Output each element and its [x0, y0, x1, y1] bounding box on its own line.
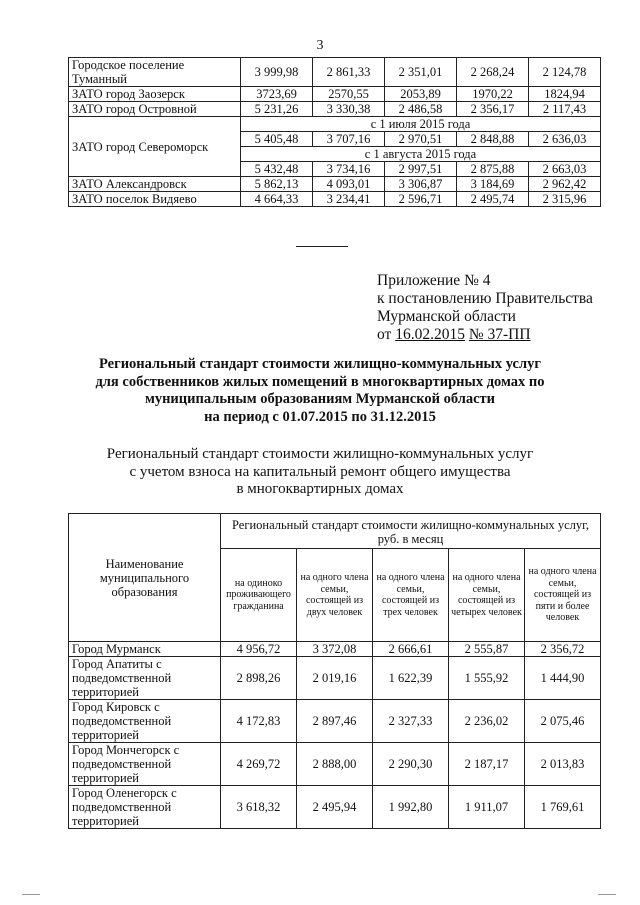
- page-number: 3: [316, 38, 324, 53]
- appendix-line: Мурманской области: [377, 308, 516, 325]
- cell-value: 2 596,71: [385, 192, 457, 207]
- cell-value: 2 351,01: [385, 58, 457, 87]
- cell-value: 1 911,07: [449, 786, 525, 829]
- cell-value: 2 875,88: [457, 162, 529, 177]
- cell-value: 1 444,90: [525, 657, 601, 700]
- name-column-header: Наименование муниципального образования: [69, 514, 221, 642]
- table-header-row: [69, 514, 601, 549]
- appendix-line: к постановлению Правительства: [377, 290, 593, 307]
- table-row: [69, 743, 601, 786]
- appendix-line: Приложение № 4: [377, 272, 491, 289]
- cell-value: 2 495,94: [297, 786, 373, 829]
- cell-value: 2 013,83: [525, 743, 601, 786]
- cell-value: 2 897,46: [297, 700, 373, 743]
- period-label: с 1 июля 2015 года: [241, 117, 601, 132]
- cell-value: 2 495,74: [457, 192, 529, 207]
- table-row: [69, 657, 601, 700]
- cell-value: 4 093,01: [313, 177, 385, 192]
- cell-value: 2 663,03: [529, 162, 601, 177]
- cell-value: 2 187,17: [449, 743, 525, 786]
- document-title: [70, 356, 570, 426]
- appendix-from: от: [377, 326, 392, 343]
- table-row: [69, 786, 601, 829]
- cell-value: 3 734,16: [313, 162, 385, 177]
- row-name: ЗАТО город Островной: [69, 102, 241, 117]
- cell-value: 2 356,72: [525, 642, 601, 657]
- cell-value: 2 888,00: [297, 743, 373, 786]
- table-row: [69, 642, 601, 657]
- cell-value: 4 956,72: [221, 642, 297, 657]
- separator-line: [296, 246, 348, 247]
- cell-value: 2 970,51: [385, 132, 457, 147]
- column-header-single: на одиноко проживающего гражданина: [221, 549, 297, 642]
- cell-value: 3 234,41: [313, 192, 385, 207]
- row-name: ЗАТО город Североморск: [69, 117, 241, 177]
- cell-value: 3 306,87: [385, 177, 457, 192]
- regional-standard-table: [68, 513, 601, 829]
- cell-value: 4 664,33: [241, 192, 313, 207]
- column-header-two: на одного члена семьи, состоящей из двух человек: [297, 549, 373, 642]
- cell-value: 2 315,96: [529, 192, 601, 207]
- cell-value: 3 618,32: [221, 786, 297, 829]
- cell-value: 2 555,87: [449, 642, 525, 657]
- cell-value: 1 555,92: [449, 657, 525, 700]
- cell-value: 4 172,83: [221, 700, 297, 743]
- cell-value: 5 862,13: [241, 177, 313, 192]
- row-name: ЗАТО поселок Видяево: [69, 192, 241, 207]
- cell-value: 2 962,42: [529, 177, 601, 192]
- title-line: на период с 01.07.2015 по 31.12.2015: [204, 408, 436, 425]
- cell-value: 3 184,69: [457, 177, 529, 192]
- subtitle-line: с учетом взноса на капитальный ремонт общего имущества: [129, 463, 511, 480]
- cell-value: 3 999,98: [241, 58, 313, 87]
- subtitle-line: в многоквартирных домах: [236, 481, 404, 497]
- cell-value: 2 290,30: [373, 743, 449, 786]
- cell-value: 3 707,16: [313, 132, 385, 147]
- row-name: Город Кировск с подведомственной территорией: [69, 700, 221, 743]
- row-name: ЗАТО Александровск: [69, 177, 241, 192]
- cell-value: 2 356,17: [457, 102, 529, 117]
- row-name: Город Оленегорск с подведомственной территорией: [69, 786, 221, 829]
- cell-value: 2 327,33: [373, 700, 449, 743]
- table-row: [69, 177, 601, 192]
- column-header-four: на одного члена семьи, состоящей из четырех человек: [449, 549, 525, 642]
- resolution-number: № 37-ПП: [468, 326, 531, 343]
- table-row: [69, 58, 601, 87]
- cell-value: 2 636,03: [529, 132, 601, 147]
- cell-value: 2 236,02: [449, 700, 525, 743]
- column-header-three: на одного члена семьи, состоящей из трех человек: [373, 549, 449, 642]
- row-name: Город Мончегорск с подведомственной территорией: [69, 743, 221, 786]
- table-row: [69, 700, 601, 743]
- cell-value: 1 992,80: [373, 786, 449, 829]
- scan-mark: [598, 894, 616, 895]
- title-line: для собственников жилых помещений в многоквартирных домах по: [95, 373, 545, 390]
- cell-value: 1970,22: [457, 87, 529, 102]
- cell-value: 3 330,38: [313, 102, 385, 117]
- municipal-cost-table-continued: [68, 57, 601, 207]
- row-name: ЗАТО город Заозерск: [69, 87, 241, 102]
- cell-value: 2 075,46: [525, 700, 601, 743]
- table-row: [69, 102, 601, 117]
- cell-value: 5 231,26: [241, 102, 313, 117]
- row-name: Городское поселение Туманный: [69, 58, 241, 87]
- appendix-date-line: [377, 326, 617, 344]
- row-name: Город Апатиты с подведомственной территорией: [69, 657, 221, 700]
- cell-value: 5 405,48: [241, 132, 313, 147]
- cell-value: 2053,89: [385, 87, 457, 102]
- cell-value: 3 372,08: [297, 642, 373, 657]
- title-line: Региональный стандарт стоимости жилищно-коммунальных услуг: [99, 356, 541, 372]
- appendix-header: [377, 272, 617, 344]
- period-label: с 1 августа 2015 года: [241, 147, 601, 162]
- table-row: [69, 117, 601, 132]
- cell-value: 5 432,48: [241, 162, 313, 177]
- cell-value: 2 898,26: [221, 657, 297, 700]
- cell-value: 4 269,72: [221, 743, 297, 786]
- column-header-five-plus: на одного члена семьи, состоящей из пяти и более человек: [525, 549, 601, 642]
- scan-mark: [22, 894, 40, 895]
- title-line: муниципальным образованиям Мурманской области: [144, 391, 496, 407]
- cell-value: 2 486,58: [385, 102, 457, 117]
- cell-value: 2 848,88: [457, 132, 529, 147]
- table-row: [69, 87, 601, 102]
- section-subtitle: [100, 446, 540, 499]
- cell-value: 1 622,39: [373, 657, 449, 700]
- cell-value: 2570,55: [313, 87, 385, 102]
- cell-value: 2 997,51: [385, 162, 457, 177]
- cell-value: 2 268,24: [457, 58, 529, 87]
- cell-value: 2 019,16: [297, 657, 373, 700]
- row-name: Город Мурманск: [69, 642, 221, 657]
- cell-value: 1 769,61: [525, 786, 601, 829]
- cell-value: 1824,94: [529, 87, 601, 102]
- cell-value: 3723,69: [241, 87, 313, 102]
- cell-value: 2 117,43: [529, 102, 601, 117]
- group-column-header: Региональный стандарт стоимости жилищно-коммунальных услуг, руб. в месяц: [221, 514, 601, 549]
- subtitle-line: Региональный стандарт стоимости жилищно-коммунальных услуг: [106, 446, 534, 462]
- cell-value: 2 666,61: [373, 642, 449, 657]
- resolution-date: 16.02.2015: [395, 326, 465, 343]
- cell-value: 2 861,33: [313, 58, 385, 87]
- cell-value: 2 124,78: [529, 58, 601, 87]
- table-row: [69, 192, 601, 207]
